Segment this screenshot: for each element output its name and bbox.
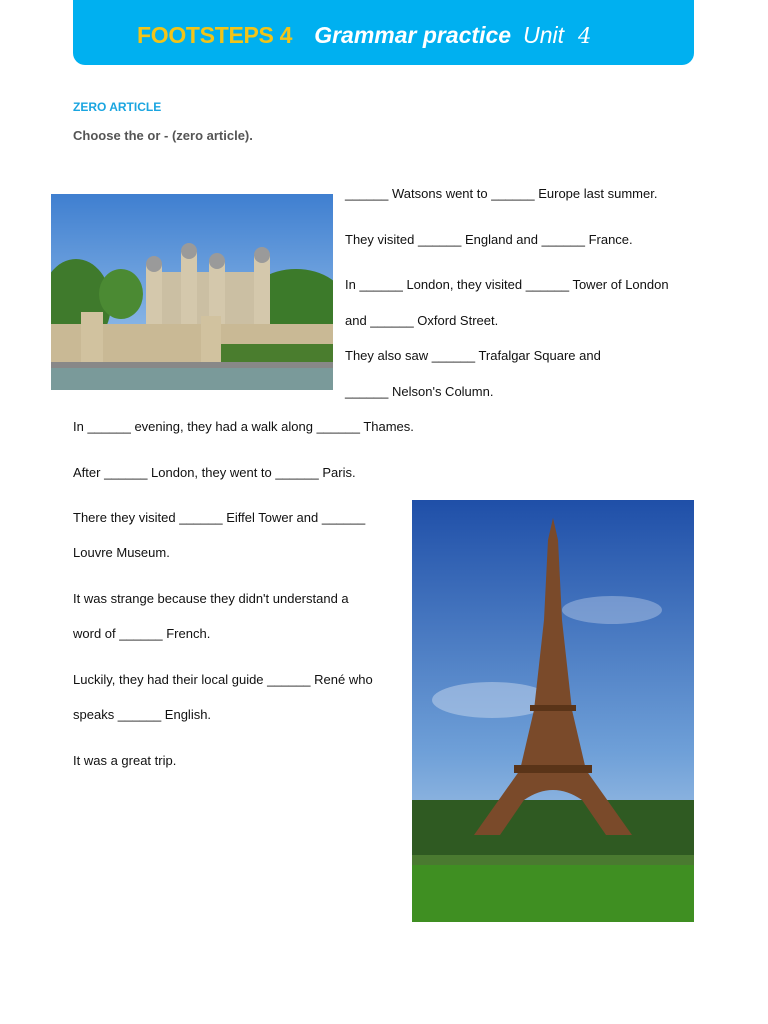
section-title: ZERO ARTICLE: [73, 100, 162, 114]
header-title: [137, 22, 591, 49]
eiffel-tower-image: [412, 500, 694, 922]
brand-name: FOOTSTEPS 4: [137, 22, 293, 48]
subject-title: Grammar practice: [314, 22, 512, 48]
exercise-line-13: Luckily, they had their local guide ______ René who: [73, 672, 373, 687]
exercise-line-11: It was strange because they didn't understand a: [73, 591, 349, 606]
exercise-line-7: In ______ evening, they had a walk along ______ Thames.: [73, 419, 414, 434]
exercise-line-2: They visited ______ England and ______ France.: [345, 232, 633, 247]
exercise-line-12: word of ______ French.: [73, 626, 211, 641]
exercise-line-10: Louvre Museum.: [73, 545, 170, 560]
exercise-line-6: ______ Nelson's Column.: [345, 384, 494, 399]
unit-label: Unit: [523, 22, 564, 48]
instruction: Choose the or - (zero article).: [73, 128, 253, 143]
exercise-line-9: There they visited ______ Eiffel Tower and ______: [73, 510, 366, 525]
exercise-line-4: and ______ Oxford Street.: [345, 313, 499, 328]
exercise-line-3: In ______ London, they visited ______ Tower of London: [345, 277, 669, 292]
exercise-line-14: speaks ______ English.: [73, 707, 212, 722]
exercise-line-1: ______ Watsons went to ______ Europe last summer.: [345, 186, 658, 201]
exercise-line-15: It was a great trip.: [73, 753, 177, 768]
exercise-line-8: After ______ London, they went to ______ Paris.: [73, 465, 356, 480]
tower-of-london-image: [51, 194, 333, 390]
exercise-line-5: They also saw ______ Trafalgar Square and: [345, 348, 601, 363]
header-banner: [73, 0, 694, 65]
unit-number: 4: [577, 24, 592, 48]
